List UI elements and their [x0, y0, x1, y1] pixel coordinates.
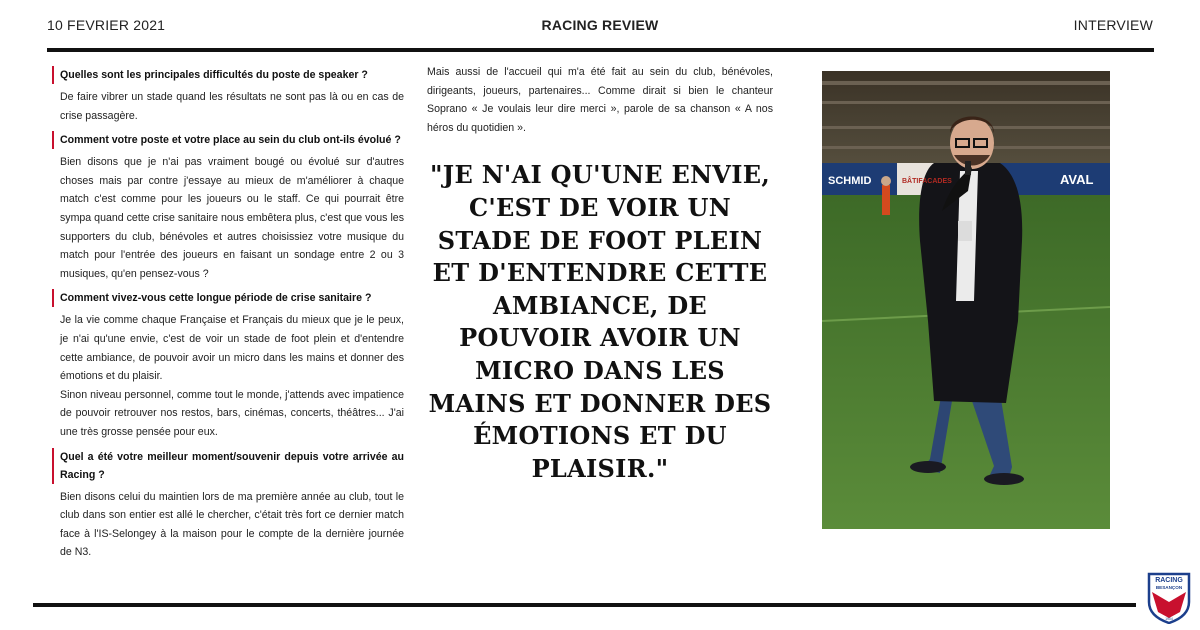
answer-paragraph: Sinon niveau personnel, comme tout le monde, j'attends avec impatience de pouvoir retrouver nos restos, bars, cinémas, concerts, théâtres... J'ai une très grosse pensée pour eux. — [60, 388, 404, 438]
club-logo — [1146, 572, 1192, 624]
issue-date: 10 FEVRIER 2021 — [47, 17, 166, 33]
top-rule — [47, 48, 1154, 52]
answer — [52, 88, 404, 125]
answer-paragraph: De faire vibrer un stade quand les résultats ne sont pas là ou en cas de crise passagère. — [60, 91, 404, 122]
answer — [52, 153, 404, 283]
question: Comment vivez-vous cette longue période de crise sanitaire ? — [52, 289, 404, 307]
banner-text-mid: BÂTIFACADES — [902, 178, 952, 185]
qa-block — [52, 66, 404, 125]
qa-block — [52, 289, 404, 441]
answer-paragraph: Bien disons que je n'ai pas vraiment bougé ou évolué sur d'autres choses mais par contre j'essaye au mieux de m'améliorer à chaque match c'est comme pour les joueurs ou le staff. Ce qui pourrait être sympa quand cette crise sanitaire nous embêtera plus, c'est que vous les supporters du club, bénévoles et autres choisissiez votre musique du match pour l'entrée des joueurs en faisant un sondage entre 2 ou 3 musiques, qu'en pensez-vous ? — [60, 156, 404, 280]
answer-paragraph: Je la vie comme chaque Française et Français du mieux que je le peux, je n'ai qu'une envie, c'est de voir un stade de foot plein et d'entendre cette ambiance, de pouvoir avoir un micro dans les mains et donner des émotions et du plaisir. — [60, 314, 404, 383]
qa-block — [52, 448, 404, 562]
pull-quote: "JE N'AI QU'UNE ENVIE, C'EST DE VOIR UN STADE DE FOOT PLEIN ET D'ENTENDRE CETTE AMBIANCE, DE POUVOIR AVOIR UN MICRO DANS LES MAINS ET DONNER DES ÉMOTIONS ET DU PLAISIR." — [428, 160, 772, 483]
logo-line2: BESANÇON — [1155, 585, 1183, 590]
answer — [52, 488, 404, 562]
question: Comment votre poste et votre place au sein du club ont-ils évolué ? — [52, 131, 404, 149]
answer-paragraph: Bien disons celui du maintien lors de ma première année au club, tout le club dans son entier est allé le chercher, c'était très fort ce dernier match face à l'IS-Selongey à la maison pour le compte de la dernière journée de N3. — [60, 490, 404, 559]
section-label: INTERVIEW — [1073, 17, 1153, 33]
speaker-photo — [822, 71, 1110, 529]
logo-line1: RACING — [1155, 577, 1183, 584]
question: Quel a été votre meilleur moment/souvenir depuis votre arrivée au Racing ? — [52, 448, 404, 484]
answer — [52, 311, 404, 441]
banner-text-right: AVAL — [1060, 172, 1094, 187]
magazine-title: RACING REVIEW — [541, 17, 659, 33]
logo-year: 1904 — [1165, 617, 1173, 621]
interview-column — [52, 66, 404, 568]
middle-column — [427, 63, 773, 485]
question: Quelles sont les principales difficultés du poste de speaker ? — [52, 66, 404, 84]
banner-text-left: SCHMID — [828, 175, 872, 187]
bottom-rule — [33, 603, 1136, 607]
qa-block — [52, 131, 404, 283]
continued-answer: Mais aussi de l'accueil qui m'a été fait au sein du club, bénévoles, dirigeants, joueurs, partenaires... Comme dirait si bien le chanteur Soprano « Je voulais leur dire merci », parole de sa chanson « A nos héros du quotidien ». — [427, 66, 773, 134]
